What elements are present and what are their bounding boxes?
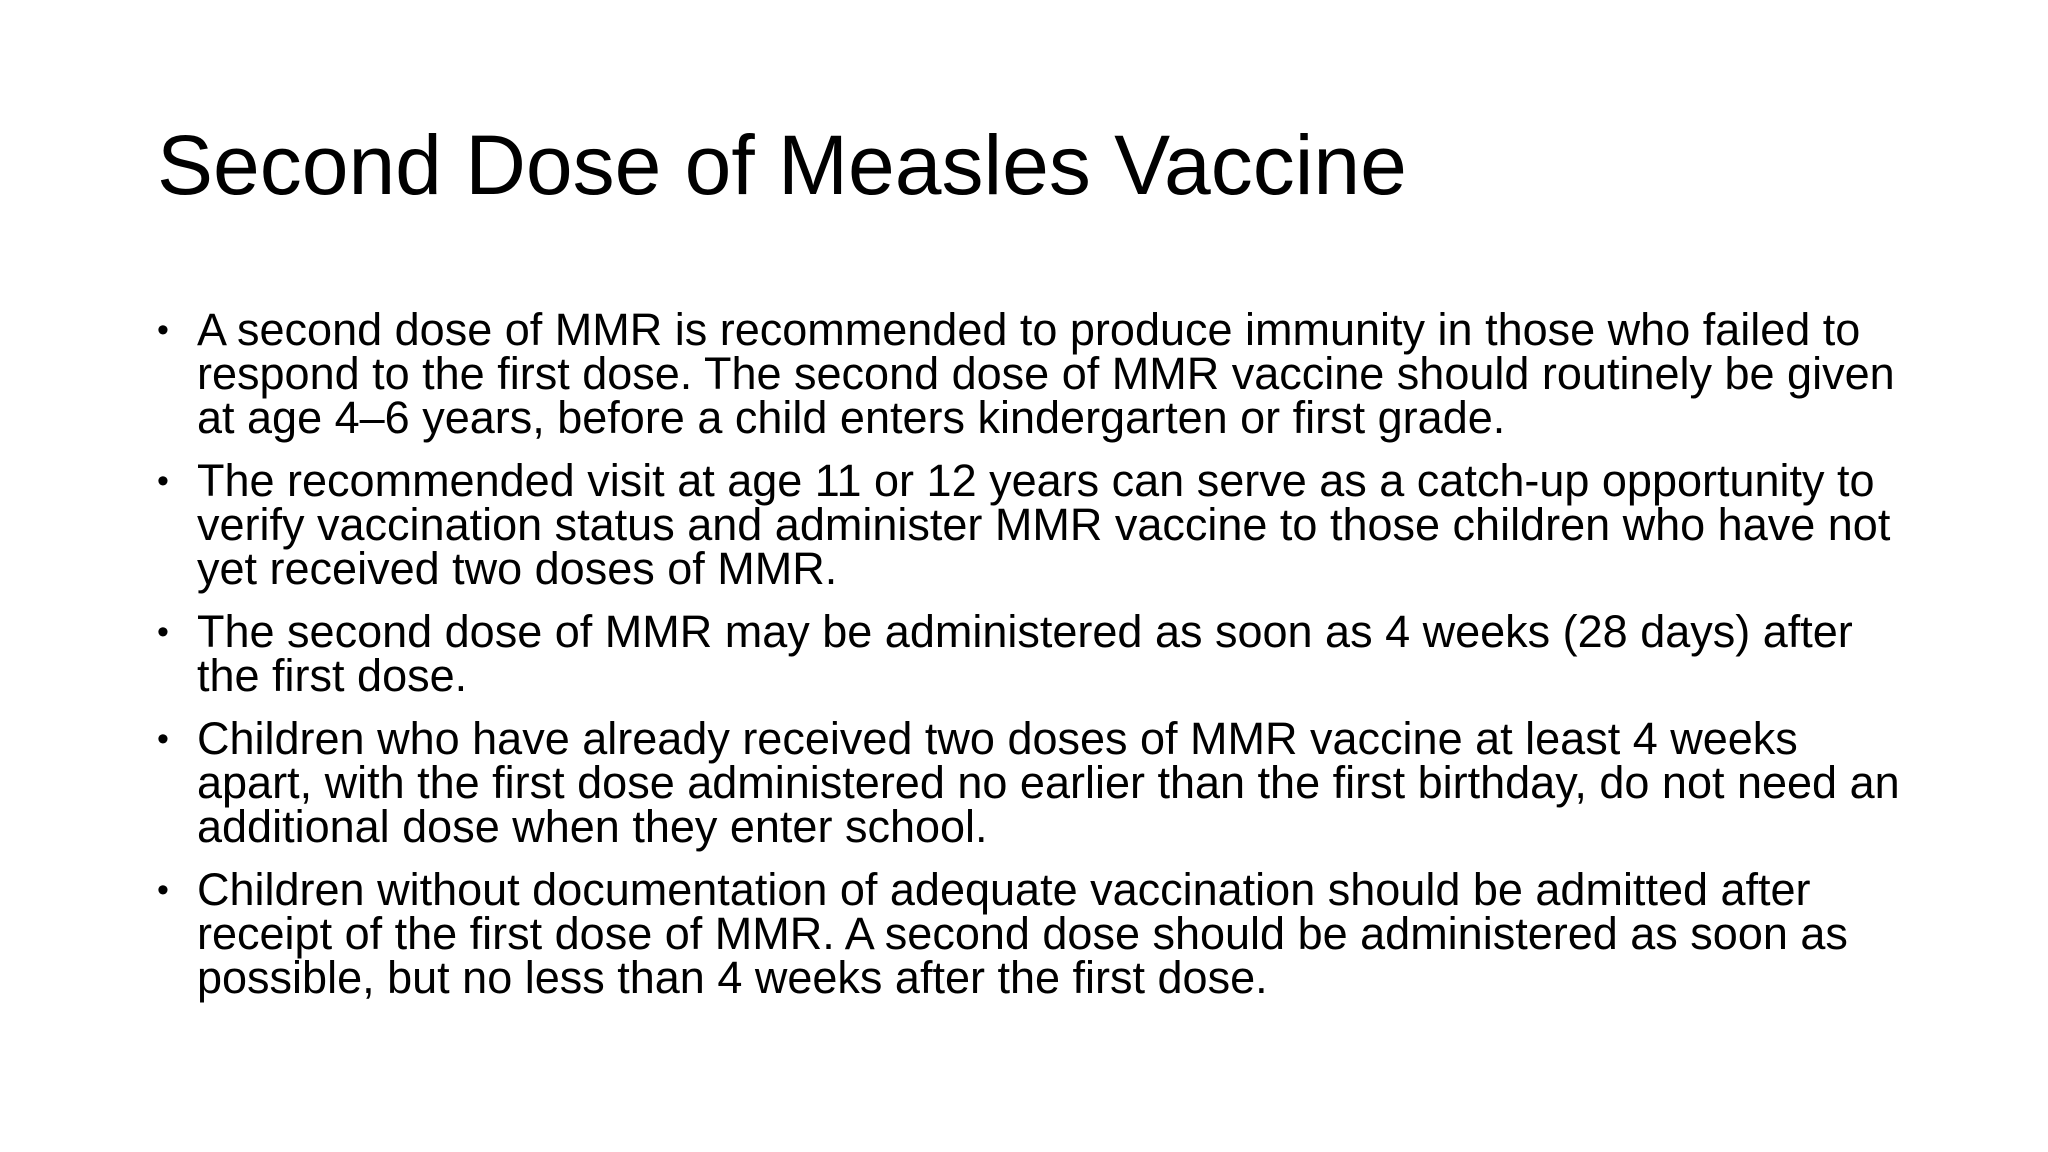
- bullet-icon: •: [157, 311, 169, 349]
- bullet-icon: •: [157, 720, 169, 758]
- bullet-icon: •: [157, 613, 169, 651]
- bullet-item: [157, 304, 1917, 443]
- bullet-text: Children without documentation of adequate vaccination should be admitted after receipt of the first dose of MMR. A second dose should be administered as soon as possible, but no less than 4 weeks after the first dose.: [197, 864, 1848, 1003]
- bullet-icon: •: [157, 871, 169, 909]
- bullet-text: Children who have already received two doses of MMR vaccine at least 4 weeks apart, with the first dose administered no earlier than the first birthday, do not need an additional dose when they enter school.: [197, 713, 1900, 852]
- slide-title: Second Dose of Measles Vaccine: [157, 118, 1407, 212]
- bullet-text: The recommended visit at age 11 or 12 years can serve as a catch-up opportunity to verify vaccination status and administer MMR vaccine to those children who have not yet received two doses of MMR.: [197, 455, 1891, 594]
- bullet-text: The second dose of MMR may be administered as soon as 4 weeks (28 days) after the first dose.: [197, 606, 1853, 701]
- bullet-text: A second dose of MMR is recommended to produce immunity in those who failed to respond to the first dose. The second dose of MMR vaccine should routinely be given at age 4–6 years, before a child enters kindergarten or first grade.: [197, 304, 1895, 443]
- bullet-item: [157, 713, 1917, 852]
- bullet-item: [157, 864, 1917, 1003]
- bullet-item: [157, 606, 1917, 701]
- bullet-icon: •: [157, 462, 169, 500]
- bullet-list: [157, 304, 1917, 1019]
- bullet-item: [157, 455, 1917, 594]
